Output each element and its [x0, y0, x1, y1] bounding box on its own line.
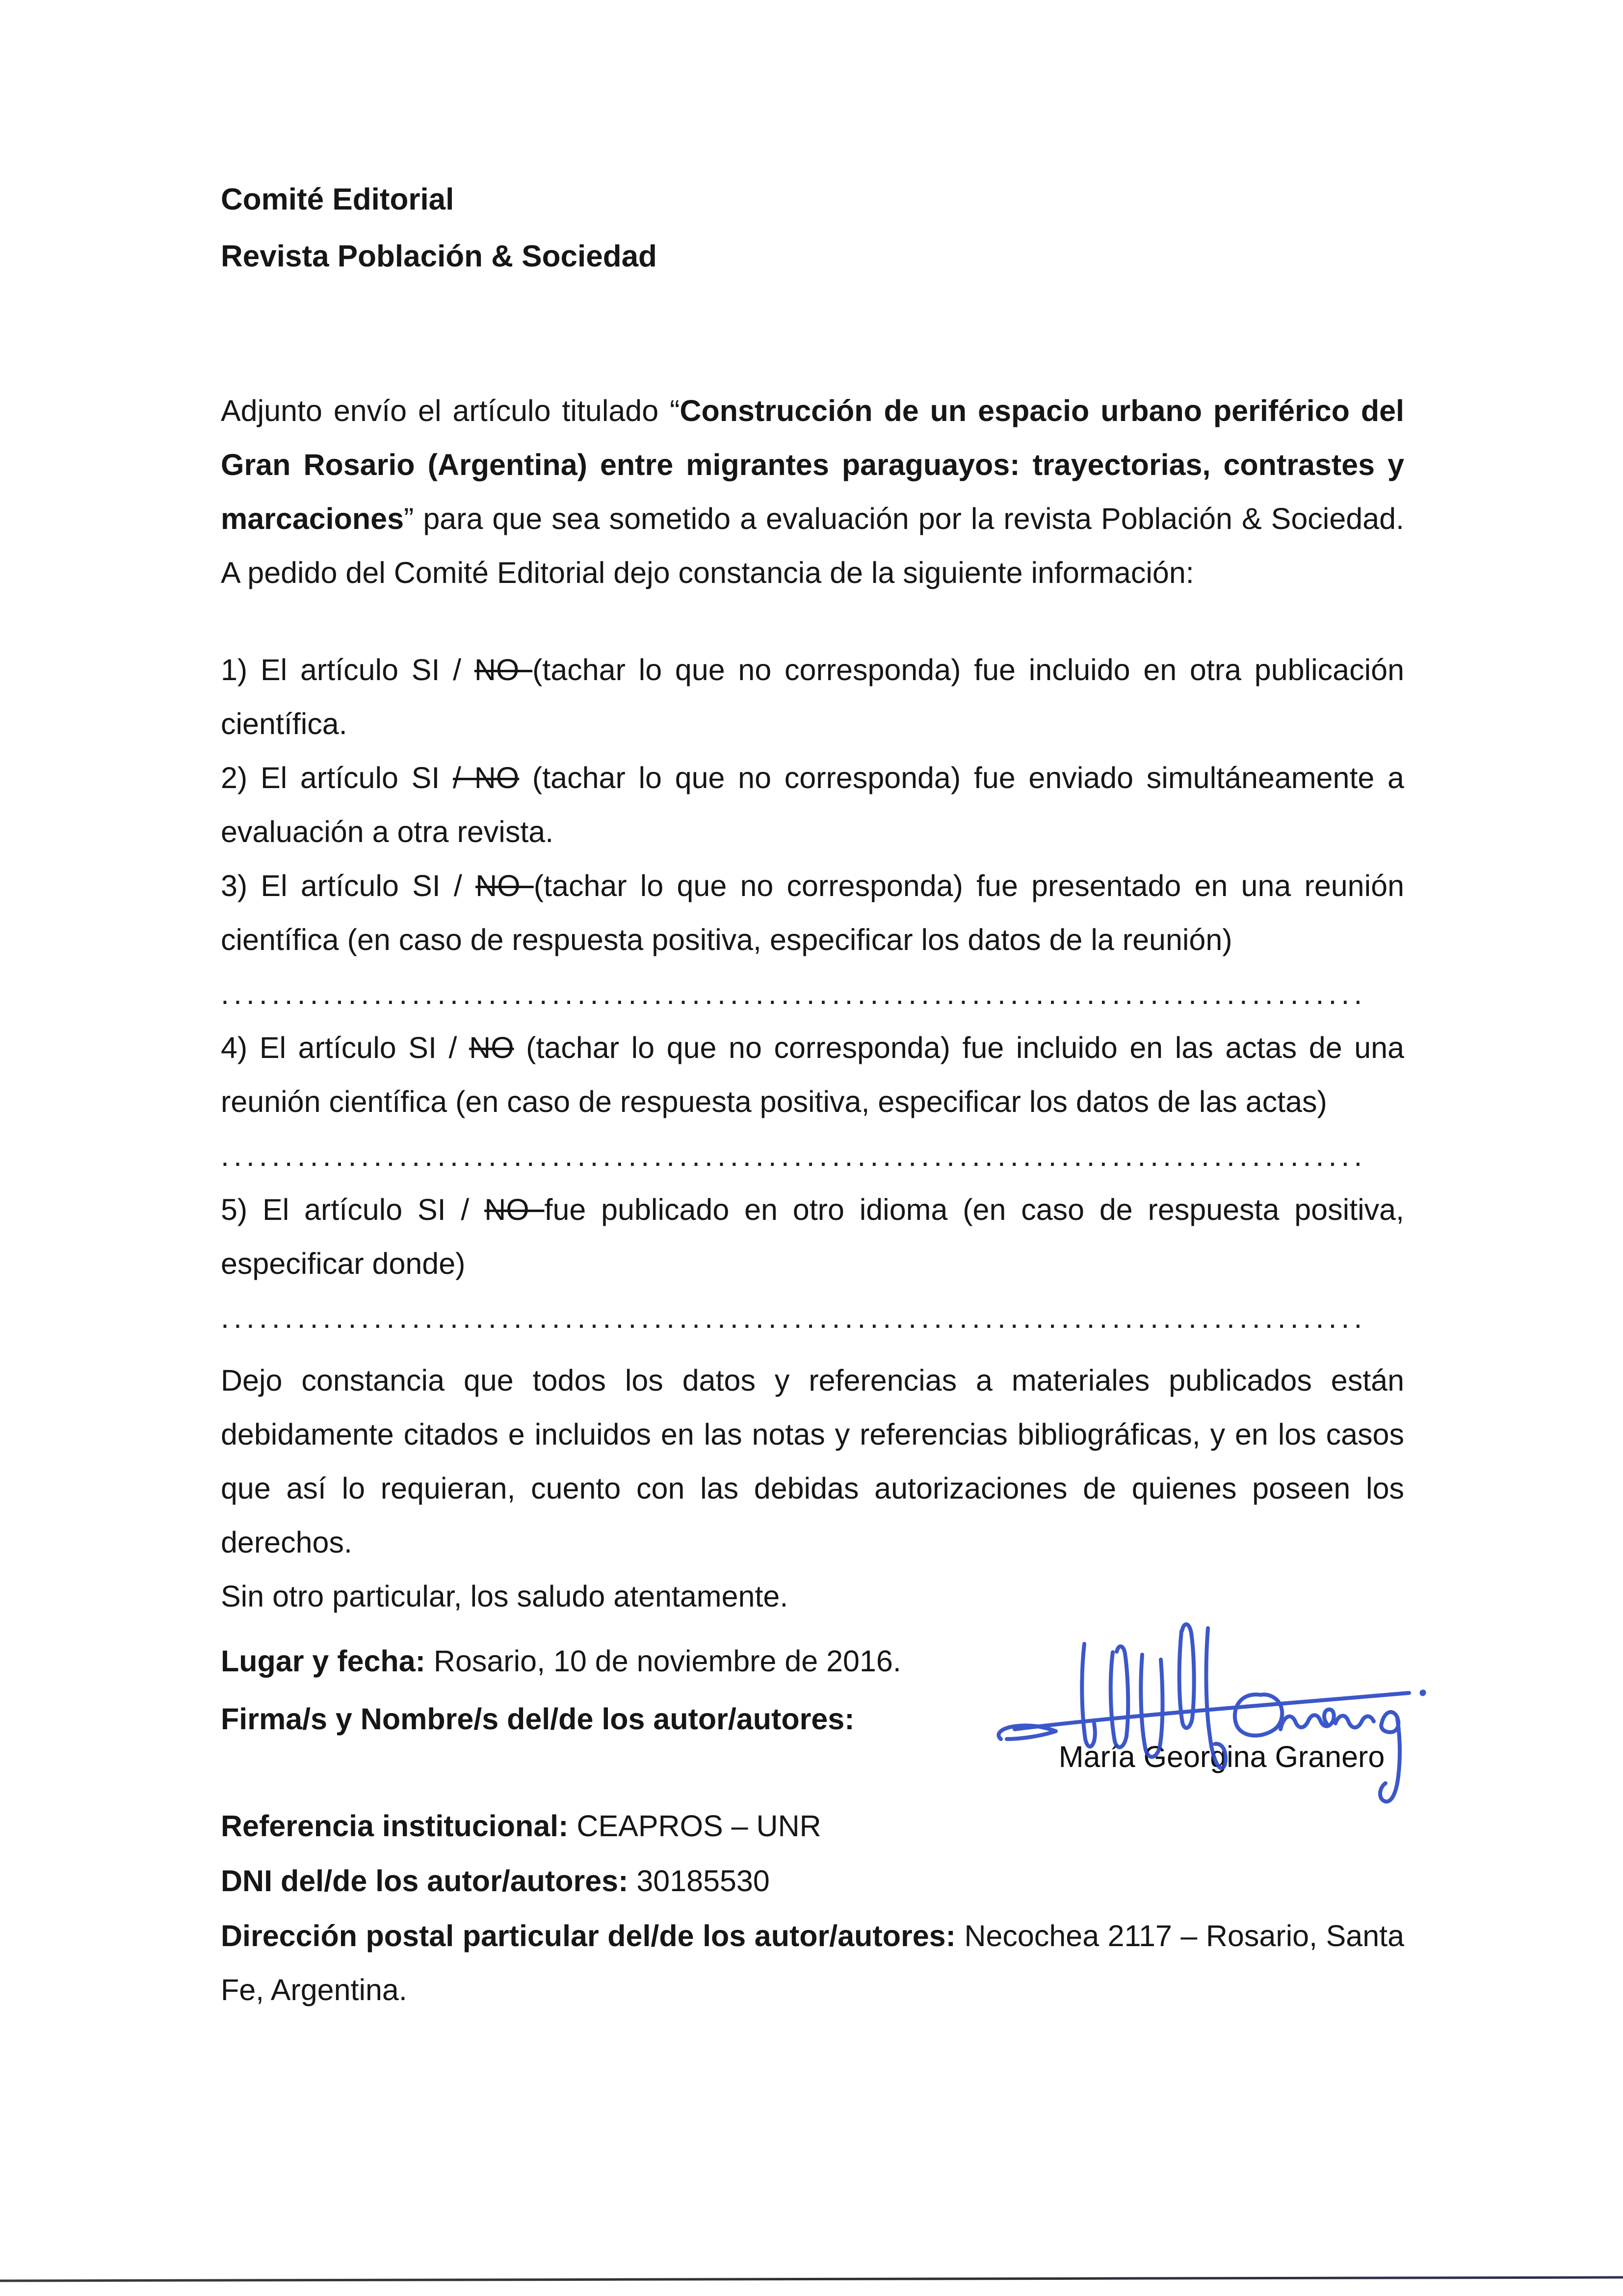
- item-3-pre: 3) El artículo SI /: [221, 869, 476, 902]
- item-3-post: (tachar lo que no corresponda) fue presentado en una reunión científica (en caso de respuesta positiva, especificar los datos de la reunión): [221, 869, 1405, 956]
- intro-pre: Adjunto envío el artículo titulado “: [221, 394, 680, 427]
- dni-label: DNI del/de los autor/autores:: [221, 1864, 628, 1898]
- item-4-pre: 4) El artículo SI /: [221, 1031, 470, 1064]
- item-5-post: fue publicado en otro idioma (en caso de respuesta positiva, especificar donde): [221, 1193, 1405, 1280]
- postal-address-line: [221, 1909, 1404, 2017]
- recipient-line-2: Revista Población & Sociedad: [221, 239, 657, 273]
- item-3: [221, 859, 1404, 967]
- declaration-items: [221, 643, 1404, 1345]
- institution-line: [221, 1799, 1404, 1853]
- dni-line: [221, 1854, 1404, 1908]
- item-3-struck-no: NO: [475, 869, 534, 902]
- item-2-pre: 2) El artículo SI: [221, 761, 453, 794]
- dotted-answer-line-3: ..........................................................................................: [221, 1301, 1367, 1334]
- item-4-struck-no: NO: [469, 1031, 514, 1064]
- item-5: [221, 1183, 1404, 1291]
- signature-label: Firma/s y Nombre/s del/de los autor/autores:: [221, 1702, 855, 1736]
- item-1-post: (tachar lo que no corresponda) fue incluido en otra publicación científica.: [221, 653, 1404, 740]
- scan-page-edge-artifact: [0, 2276, 1623, 2282]
- item-2: [221, 751, 1404, 859]
- recipient-line-1: Comité Editorial: [221, 183, 454, 216]
- institution-value: CEAPROS – UNR: [568, 1809, 821, 1843]
- item-1-pre: 1) El artículo SI /: [221, 653, 474, 686]
- closing-statement: Dejo constancia que todos los datos y referencias a materiales publicados están debidamente citados e incluidos en las notas y referencias bibliográficas, y en los casos que así lo requieran, cuento con las debidas autorizaciones de quienes poseen los derechos.: [221, 1364, 1404, 1559]
- postal-address-label: Dirección postal particular del/de los autor/autores:: [221, 1919, 956, 1953]
- item-5-struck-no: NO: [484, 1193, 545, 1226]
- intro-post: ” para que sea sometido a evaluación por la revista Población & Sociedad. A pedido del Comité Editorial dejo constancia de la siguiente información:: [221, 502, 1404, 589]
- item-4: [221, 1021, 1404, 1129]
- dni-value: 30185530: [628, 1864, 770, 1898]
- signer-printed-name: María Georgina Granero: [1058, 1740, 1385, 1773]
- item-2-struck-no: / NO: [453, 761, 520, 794]
- item-1: [221, 643, 1404, 751]
- closing-salutation: Sin otro particular, los saludo atentamente.: [221, 1580, 788, 1613]
- dotted-answer-line-2: ..........................................................................................: [221, 1139, 1367, 1172]
- article-title: Construcción de un espacio urbano periférico del Gran Rosario (Argentina) entre migrantes paraguayos: trayectorias, contrastes y marcaciones: [221, 394, 1404, 535]
- place-date-line: [221, 1634, 1404, 1688]
- dotted-answer-line-1: ..........................................................................................: [221, 977, 1367, 1010]
- item-2-post: (tachar lo que no corresponda) fue enviado simultáneamente a evaluación a otra revista.: [221, 761, 1404, 848]
- place-date-label: Lugar y fecha:: [221, 1644, 425, 1678]
- postal-address-value: Necochea 2117 – Rosario, Santa Fe, Argentina.: [221, 1919, 1404, 2006]
- item-4-post: (tachar lo que no corresponda) fue incluido en las actas de una reunión científica (en caso de respuesta positiva, especificar los datos de las actas): [221, 1031, 1404, 1118]
- item-1-struck-no: NO: [474, 653, 533, 686]
- intro-paragraph: [221, 384, 1404, 600]
- item-5-pre: 5) El artículo SI /: [221, 1193, 485, 1226]
- place-date-value: Rosario, 10 de noviembre de 2016.: [425, 1644, 901, 1678]
- institution-label: Referencia institucional:: [221, 1809, 569, 1843]
